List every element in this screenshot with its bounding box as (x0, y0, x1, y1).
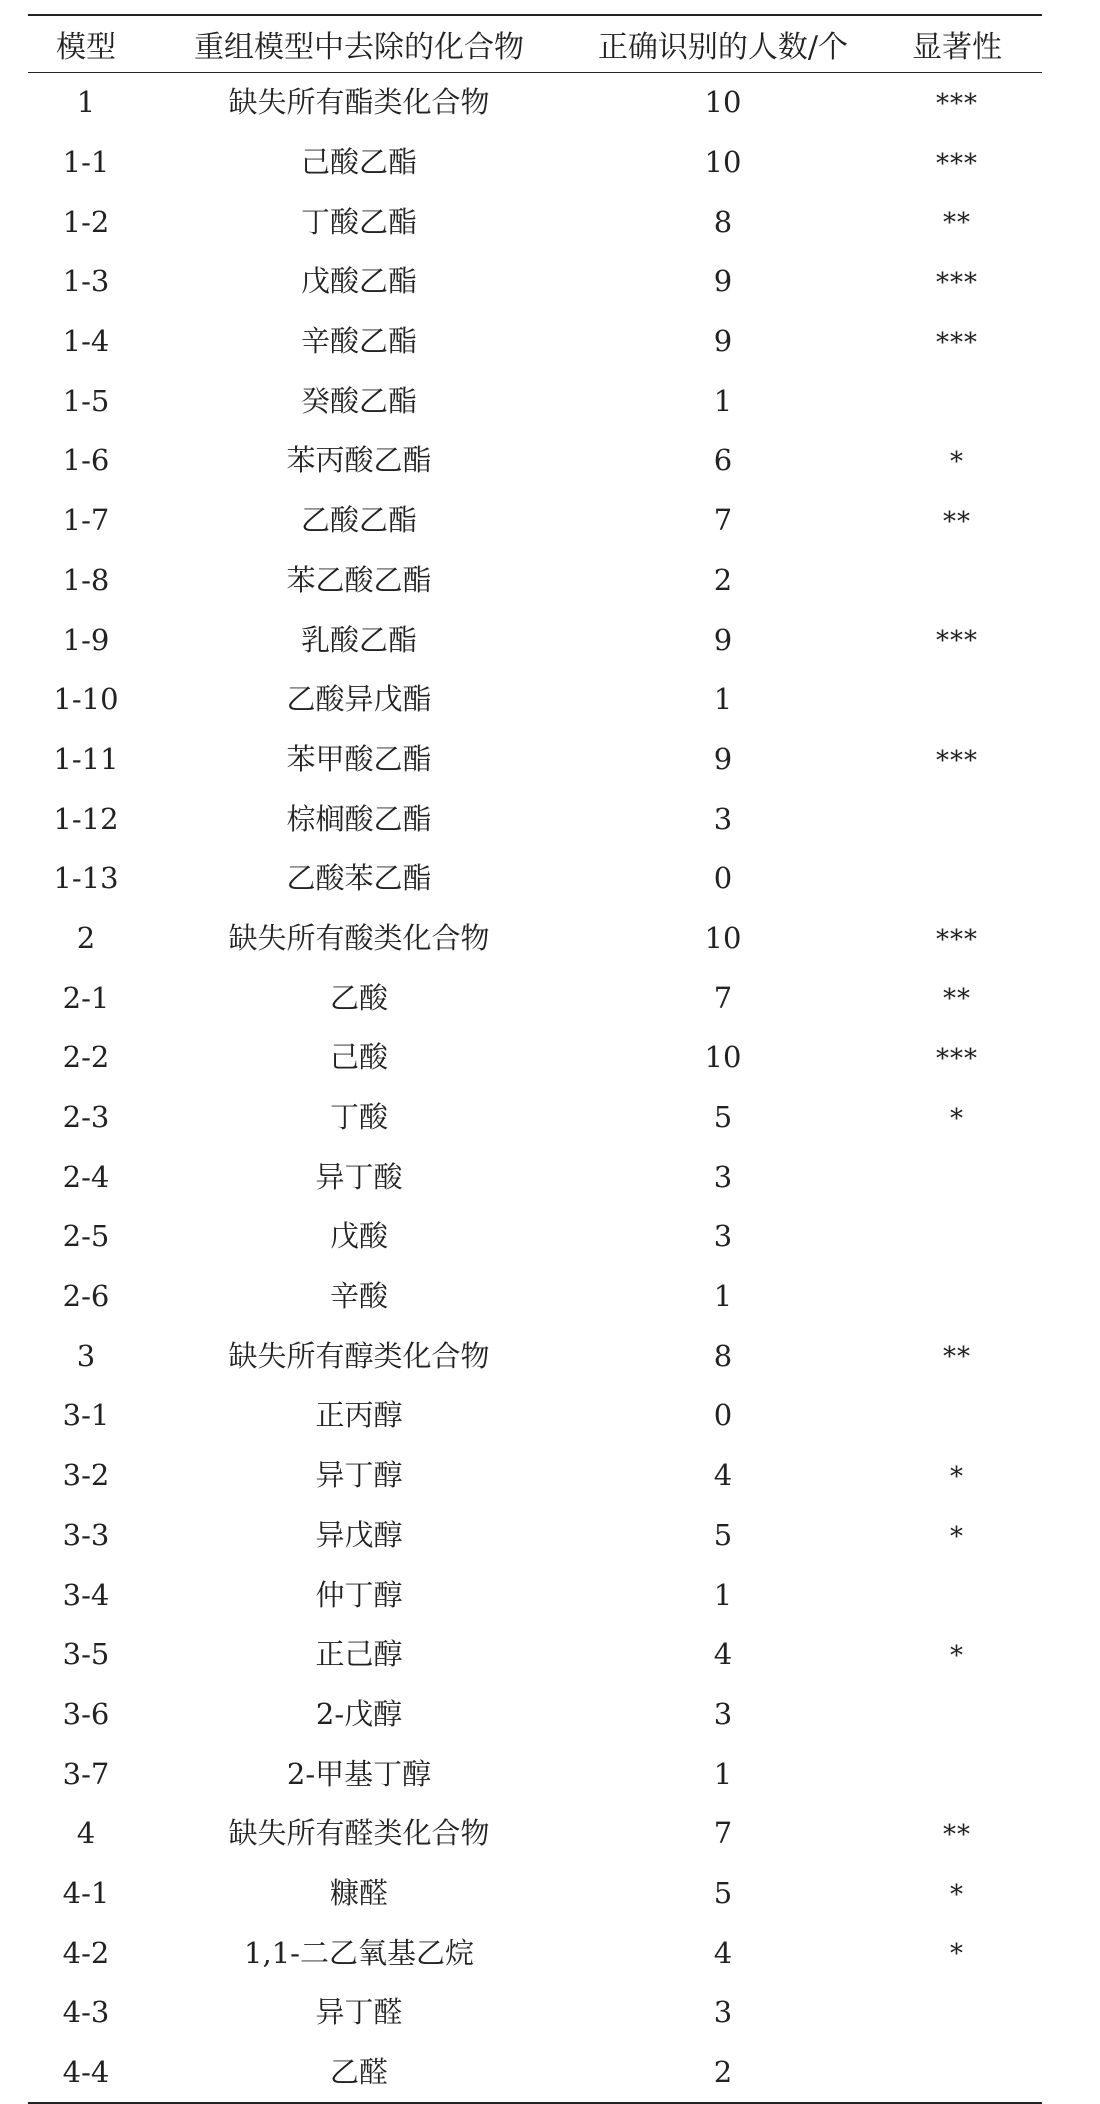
significance-cell (872, 1207, 1042, 1267)
model-cell: 1-7 (62, 503, 110, 538)
count-cell: 3 (713, 1159, 733, 1194)
table-row (28, 1088, 1042, 1148)
compound-cell: 乙酸苯乙酯 (286, 861, 432, 896)
table-row (28, 73, 1042, 133)
compound-cell: 2-戊醇 (315, 1696, 403, 1731)
compound-cell: 仲丁醇 (315, 1577, 403, 1612)
significance-cell: *** (936, 268, 978, 299)
count-cell: 0 (713, 861, 733, 896)
table-row (28, 2043, 1042, 2104)
significance-cell: *** (936, 148, 978, 179)
significance-cell: ** (943, 1342, 971, 1373)
table-row (28, 1446, 1042, 1506)
significance-cell: * (950, 1640, 964, 1671)
table-row (28, 252, 1042, 312)
compound-cell: 己酸 (329, 1040, 388, 1075)
model-cell: 2 (76, 920, 96, 955)
model-cell: 4-4 (62, 2055, 110, 2090)
model-cell: 2-1 (62, 980, 110, 1015)
count-cell: 10 (704, 920, 742, 955)
count-cell: 1 (713, 1577, 733, 1612)
table-row (28, 312, 1042, 372)
header-correct-count: 正确识别的人数/个 (597, 30, 849, 65)
compound-cell: 乙酸异戊酯 (286, 682, 432, 717)
model-cell: 1-1 (62, 145, 110, 180)
table-row (28, 1386, 1042, 1446)
compound-cell: 乳酸乙酯 (300, 622, 417, 657)
compound-cell: 1,1-二乙氧基乙烷 (244, 1935, 474, 1970)
model-cell: 2-6 (62, 1279, 110, 1314)
count-cell: 9 (713, 264, 733, 299)
model-cell: 3-3 (62, 1517, 110, 1552)
table-row (28, 1625, 1042, 1685)
model-cell: 1-9 (62, 622, 110, 657)
significance-cell: * (950, 447, 964, 478)
model-cell: 4-2 (62, 1935, 110, 1970)
count-cell: 2 (713, 2055, 733, 2090)
compound-cell: 缺失所有酯类化合物 (228, 85, 490, 120)
table-row (28, 1506, 1042, 1566)
significance-cell: * (950, 1939, 964, 1970)
significance-cell (872, 1685, 1042, 1745)
count-cell: 1 (713, 1279, 733, 1314)
model-cell: 1-10 (53, 682, 119, 717)
model-cell: 3-5 (62, 1637, 110, 1672)
count-cell: 4 (713, 1935, 733, 1970)
table-row (28, 1565, 1042, 1625)
count-cell: 4 (713, 1637, 733, 1672)
count-cell: 1 (713, 682, 733, 717)
model-cell: 1-2 (62, 204, 110, 239)
table-row (28, 1685, 1042, 1745)
table-row (28, 849, 1042, 909)
significance-cell: ** (943, 984, 971, 1015)
compound-cell: 辛酸乙酯 (300, 324, 417, 359)
table-row (28, 1983, 1042, 2043)
table-row (28, 1326, 1042, 1386)
count-cell: 0 (713, 1398, 733, 1433)
significance-cell: *** (936, 924, 978, 955)
header-model: 模型 (56, 30, 116, 65)
count-cell: 9 (713, 622, 733, 657)
significance-cell: ** (943, 1819, 971, 1850)
compound-cell: 异丁酸 (315, 1159, 403, 1194)
table-row (28, 1267, 1042, 1327)
table-row (28, 491, 1042, 551)
count-cell: 7 (713, 503, 733, 538)
significance-cell: *** (936, 626, 978, 657)
count-cell: 1 (713, 383, 733, 418)
model-cell: 1-13 (53, 861, 119, 896)
significance-cell: * (950, 1103, 964, 1134)
table-row (28, 192, 1042, 252)
compound-cell: 缺失所有酸类化合物 (228, 920, 490, 955)
model-cell: 2-2 (62, 1040, 110, 1075)
count-cell: 2 (713, 562, 733, 597)
compound-cell: 缺失所有醇类化合物 (228, 1338, 490, 1373)
table-row (28, 1147, 1042, 1207)
compound-cell: 正己醇 (315, 1637, 403, 1672)
count-cell: 10 (704, 1040, 742, 1075)
compound-cell: 异丁醇 (315, 1458, 403, 1493)
count-cell: 3 (713, 1696, 733, 1731)
compound-cell: 辛酸 (329, 1279, 388, 1314)
model-cell: 2-3 (62, 1100, 110, 1135)
model-cell: 1-11 (53, 741, 119, 776)
results-table (28, 14, 1042, 2104)
significance-cell (872, 551, 1042, 611)
significance-cell: *** (936, 89, 978, 119)
model-cell: 1-5 (62, 383, 110, 418)
count-cell: 9 (713, 324, 733, 359)
table-row (28, 431, 1042, 491)
compound-cell: 戊酸乙酯 (300, 264, 417, 299)
count-cell: 6 (713, 443, 733, 478)
significance-cell: ** (943, 208, 971, 239)
count-cell: 3 (713, 1995, 733, 2030)
count-cell: 5 (713, 1875, 733, 1910)
model-cell: 1-6 (62, 443, 110, 478)
compound-cell: 丁酸 (329, 1100, 388, 1135)
compound-cell: 乙醛 (329, 2055, 388, 2090)
model-cell: 3-6 (62, 1696, 110, 1731)
table-row (28, 789, 1042, 849)
significance-cell (872, 1147, 1042, 1207)
table-row (28, 610, 1042, 670)
header-significance: 显著性 (912, 30, 1002, 65)
significance-cell: * (950, 1461, 964, 1492)
count-cell: 7 (713, 980, 733, 1015)
count-cell: 8 (713, 204, 733, 239)
header-removed-compound: 重组模型中去除的化合物 (194, 30, 524, 65)
compound-cell: 己酸乙酯 (300, 145, 417, 180)
count-cell: 10 (704, 85, 742, 120)
significance-cell (872, 1983, 1042, 2043)
significance-cell: *** (936, 745, 978, 776)
compound-cell: 苯丙酸乙酯 (286, 443, 432, 478)
significance-cell (872, 2043, 1042, 2104)
significance-cell (872, 789, 1042, 849)
table-row (28, 909, 1042, 969)
count-cell: 3 (713, 801, 733, 836)
model-cell: 1-12 (53, 801, 119, 836)
count-cell: 7 (713, 1816, 733, 1851)
compound-cell: 异戊醇 (315, 1517, 403, 1552)
results-table-container (28, 14, 1042, 2104)
table-row (28, 670, 1042, 730)
count-cell: 5 (713, 1517, 733, 1552)
compound-cell: 正丙醇 (315, 1398, 403, 1433)
model-cell: 3-2 (62, 1458, 110, 1493)
significance-cell (872, 1565, 1042, 1625)
table-row (28, 1804, 1042, 1864)
compound-cell: 糠醛 (329, 1875, 388, 1910)
significance-cell (872, 670, 1042, 730)
compound-cell: 苯乙酸乙酯 (286, 562, 432, 597)
compound-cell: 戊酸 (329, 1219, 388, 1254)
significance-cell (872, 1386, 1042, 1446)
count-cell: 5 (713, 1100, 733, 1135)
table-row (28, 1207, 1042, 1267)
significance-cell: *** (936, 327, 978, 358)
model-cell: 2-5 (62, 1219, 110, 1254)
model-cell: 3-7 (62, 1756, 110, 1791)
compound-cell: 癸酸乙酯 (300, 383, 417, 418)
table-row (28, 371, 1042, 431)
model-cell: 1-4 (62, 324, 110, 359)
table-row (28, 968, 1042, 1028)
significance-cell: ** (943, 506, 971, 537)
significance-cell: *** (936, 1044, 978, 1074)
table-row (28, 730, 1042, 790)
compound-cell: 乙酸 (329, 980, 388, 1015)
model-cell: 1-3 (62, 264, 110, 299)
table-row (28, 133, 1042, 193)
table-row (28, 1864, 1042, 1924)
significance-cell (872, 1267, 1042, 1327)
significance-cell (872, 371, 1042, 431)
compound-cell: 苯甲酸乙酯 (286, 741, 432, 776)
table-header-row (28, 15, 1042, 73)
count-cell: 9 (713, 741, 733, 776)
table-row (28, 1744, 1042, 1804)
significance-cell (872, 1744, 1042, 1804)
count-cell: 3 (713, 1219, 733, 1254)
model-cell: 4-1 (62, 1875, 110, 1910)
table-row (28, 551, 1042, 611)
compound-cell: 棕榈酸乙酯 (286, 801, 432, 836)
compound-cell: 2-甲基丁醇 (286, 1756, 432, 1791)
model-cell: 3-1 (62, 1398, 110, 1433)
model-cell: 3-4 (62, 1577, 110, 1612)
model-cell: 3 (76, 1338, 96, 1373)
table-row (28, 1923, 1042, 1983)
compound-cell: 缺失所有醛类化合物 (228, 1816, 490, 1851)
significance-cell: * (950, 1521, 964, 1552)
table-body (28, 73, 1042, 2104)
table-row (28, 1028, 1042, 1088)
model-cell: 1 (76, 85, 96, 120)
model-cell: 4 (76, 1816, 96, 1851)
compound-cell: 丁酸乙酯 (300, 204, 417, 239)
significance-cell (872, 849, 1042, 909)
compound-cell: 异丁醛 (315, 1995, 403, 2030)
significance-cell: * (950, 1879, 964, 1910)
model-cell: 2-4 (62, 1159, 110, 1194)
count-cell: 4 (713, 1458, 733, 1493)
model-cell: 1-8 (62, 562, 110, 597)
count-cell: 8 (713, 1338, 733, 1373)
count-cell: 1 (713, 1756, 733, 1791)
count-cell: 10 (704, 145, 742, 180)
model-cell: 4-3 (62, 1995, 110, 2030)
compound-cell: 乙酸乙酯 (300, 503, 417, 538)
